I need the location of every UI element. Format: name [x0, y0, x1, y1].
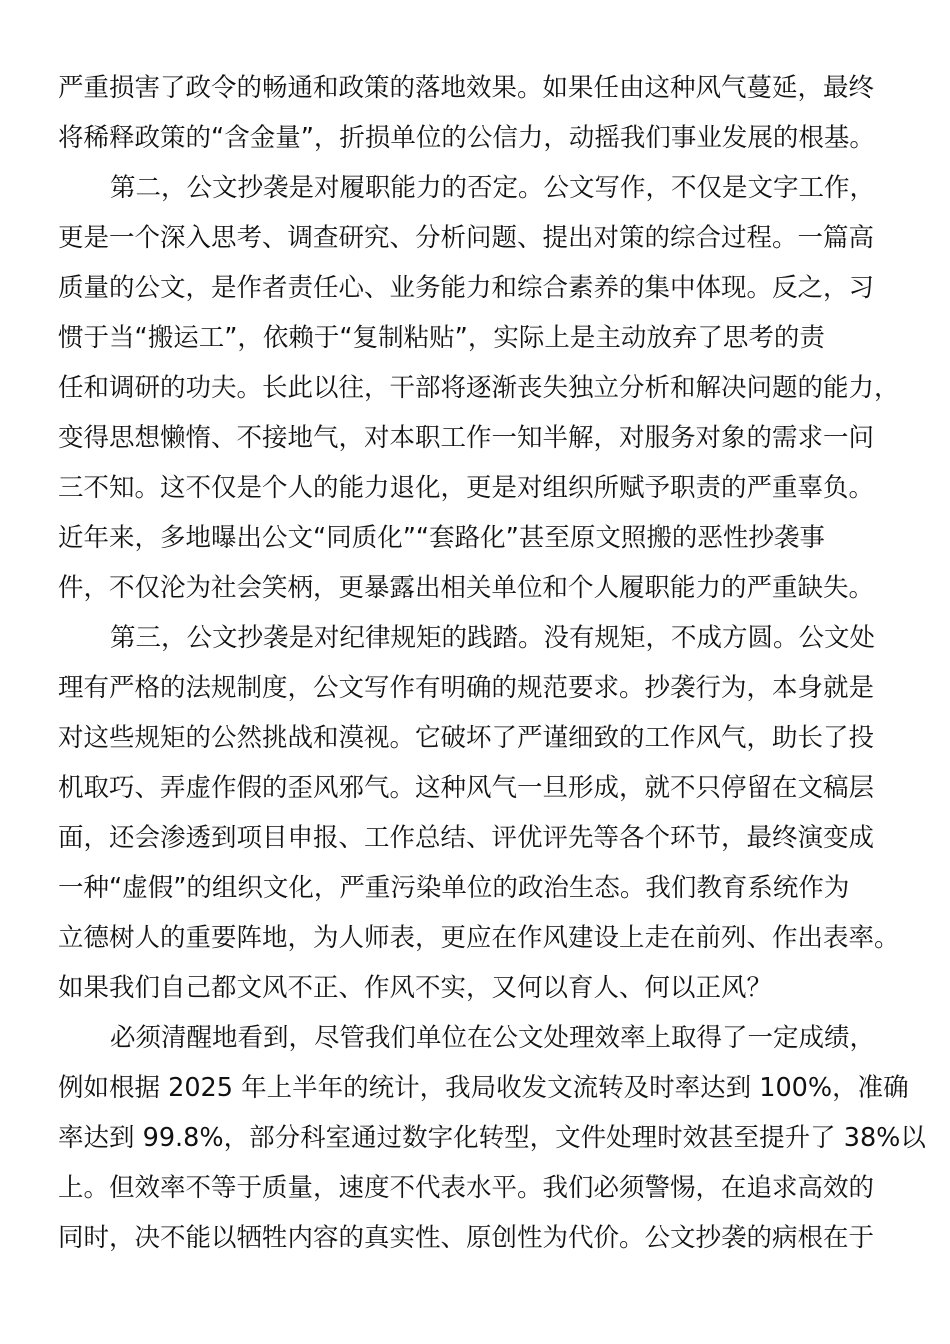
text-line: 上。但效率不等于质量，速度不代表水平。我们必须警惕，在追求高效的	[58, 1173, 875, 1203]
document-page	[58, 63, 928, 1263]
text-line: 机取巧、弄虚作假的歪风邪气。这种风气一旦形成，就不只停留在文稿层	[58, 773, 875, 803]
text-line: 惯于当“搬运工”，依赖于“复制粘贴”，实际上是主动放弃了思考的责	[58, 323, 825, 353]
text-line: 必须清醒地看到，尽管我们单位在公文处理效率上取得了一定成绩，	[110, 1023, 876, 1053]
text-line: 立德树人的重要阵地，为人师表，更应在作风建设上走在前列、作出表率。	[58, 923, 900, 953]
text-line: 同时，决不能以牺牲内容的真实性、原创性为代价。公文抄袭的病根在于	[58, 1223, 875, 1253]
text-line: 变得思想懒惰、不接地气，对本职工作一知半解，对服务对象的需求一问	[58, 423, 875, 453]
text-line: 第三，公文抄袭是对纪律规矩的践踏。没有规矩，不成方圆。公文处	[110, 623, 876, 653]
text-line: 理有严格的法规制度，公文写作有明确的规范要求。抄袭行为，本身就是	[58, 673, 875, 703]
text-line: 率达到 99.8%，部分科室通过数字化转型，文件处理时效甚至提升了 38%以	[58, 1123, 926, 1153]
text-line: 对这些规矩的公然挑战和漠视。它破坏了严谨细致的工作风气，助长了投	[58, 723, 875, 753]
text-line: 更是一个深入思考、调查研究、分析问题、提出对策的综合过程。一篇高	[58, 223, 875, 253]
text-line: 第二，公文抄袭是对履职能力的否定。公文写作，不仅是文字工作，	[110, 173, 876, 203]
text-line: 将稀释政策的“含金量”，折损单位的公信力，动摇我们事业发展的根基。	[58, 123, 875, 153]
text-line: 严重损害了政令的畅通和政策的落地效果。如果任由这种风气蔓延，最终	[58, 73, 875, 103]
text-line: 近年来，多地曝出公文“同质化”“套路化”甚至原文照搬的恶性抄袭事	[58, 523, 825, 553]
text-line: 三不知。这不仅是个人的能力退化，更是对组织所赋予职责的严重辜负。	[58, 473, 875, 503]
text-line: 质量的公文，是作者责任心、业务能力和综合素养的集中体现。反之，习	[58, 273, 875, 303]
text-line: 面，还会渗透到项目申报、工作总结、评优评先等各个环节，最终演变成	[58, 823, 875, 853]
text-line: 任和调研的功夫。长此以往，干部将逐渐丧失独立分析和解决问题的能力，	[58, 373, 900, 403]
text-line: 一种“虚假”的组织文化，严重污染单位的政治生态。我们教育系统作为	[58, 873, 850, 903]
text-line: 例如根据 2025 年上半年的统计，我局收发文流转及时率达到 100%，准确	[58, 1073, 909, 1103]
text-line: 件，不仅沦为社会笑柄，更暴露出相关单位和个人履职能力的严重缺失。	[58, 573, 875, 603]
text-line: 如果我们自己都文风不正、作风不实，又何以育人、何以正风？	[58, 973, 773, 1003]
